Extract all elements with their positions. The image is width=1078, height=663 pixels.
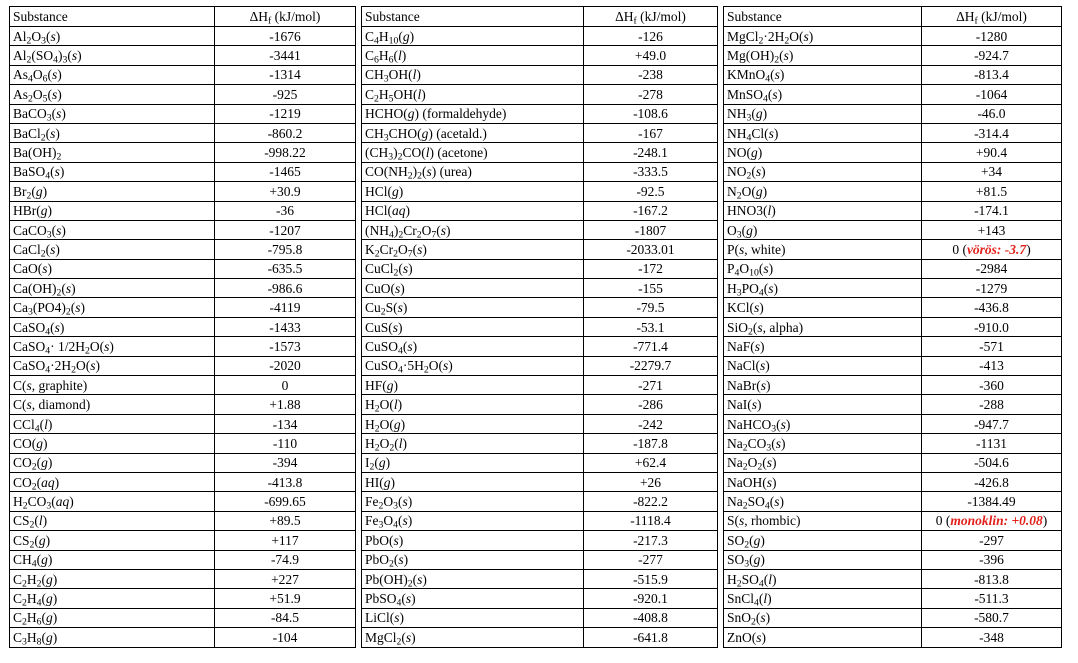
enthalpy-cell: 0 (monoklin: +0.08): [922, 511, 1062, 530]
enthalpy-cell: -394: [215, 453, 356, 472]
enthalpy-cell: -348: [922, 628, 1062, 647]
enthalpy-cell: -314.4: [922, 123, 1062, 142]
enthalpy-cell: -1280: [922, 27, 1062, 46]
enthalpy-cell: -920.1: [584, 589, 718, 608]
enthalpy-cell: -271: [584, 376, 718, 395]
enthalpy-cell: -813.8: [922, 569, 1062, 588]
substance-cell: $NO_2(s)$: [724, 162, 922, 181]
enthalpy-cell: -413: [922, 356, 1062, 375]
substance-cell: BaCO$_3$(s): [10, 104, 215, 123]
table-body: [10, 7, 1062, 648]
substance-cell: HF(g): [362, 376, 584, 395]
substance-cell: $C_2H_6(g)$: [10, 608, 215, 627]
substance-cell: NaHCO$_3$(s): [724, 414, 922, 433]
enthalpy-cell: -571: [922, 337, 1062, 356]
enthalpy-cell: -2033.01: [584, 240, 718, 259]
substance-cell: CO(g): [10, 434, 215, 453]
substance-cell: HCl(aq): [362, 201, 584, 220]
enthalpy-cell: -1465: [215, 162, 356, 181]
enthalpy-cell: -426.8: [922, 472, 1062, 491]
substance-cell: $C_2H_2(g)$: [10, 569, 215, 588]
table-row: [10, 259, 1062, 278]
header-enthalpy: $\Delta H_f$ (kJ/mol): [922, 7, 1062, 27]
enthalpy-cell: -155: [584, 279, 718, 298]
enthalpy-cell: -167.2: [584, 201, 718, 220]
substance-cell: $C_2H_4(g)$: [10, 589, 215, 608]
substance-cell: $H_2O_2(l)$: [362, 434, 584, 453]
table-row: [10, 395, 1062, 414]
substance-cell: MnSO$_4$(s): [724, 85, 922, 104]
table-row: [10, 201, 1062, 220]
substance-cell: $CH_4(g)$: [10, 550, 215, 569]
enthalpy-cell: +90.4: [922, 143, 1062, 162]
substance-cell: $CO_2(g)$: [10, 453, 215, 472]
substance-cell: $CO_2(aq)$: [10, 472, 215, 491]
substance-cell: $Mg(OH)_2(s)$: [724, 46, 922, 65]
table-row: [10, 104, 1062, 123]
enthalpy-cell: -187.8: [584, 434, 718, 453]
table-row: [10, 453, 1062, 472]
table-row: [10, 240, 1062, 259]
enthalpy-cell: -2984: [922, 259, 1062, 278]
enthalpy-cell: +30.9: [215, 182, 356, 201]
enthalpy-cell: +51.9: [215, 589, 356, 608]
substance-cell: $H_2CO_3(aq)$: [10, 492, 215, 511]
substance-cell: NO(g): [724, 143, 922, 162]
substance-cell: $Al_2(SO_4)_3(s)$: [10, 46, 215, 65]
substance-cell: P(s, white): [724, 240, 922, 259]
enthalpy-cell: -79.5: [584, 298, 718, 317]
table-row: [10, 46, 1062, 65]
table-row: [10, 182, 1062, 201]
table-row: [10, 85, 1062, 104]
header-substance: Substance: [362, 7, 584, 27]
enthalpy-cell: -167: [584, 123, 718, 142]
enthalpy-cell: -104: [215, 628, 356, 647]
substance-cell: C(s, graphite): [10, 376, 215, 395]
note-text: vörös: -3.7: [966, 241, 1027, 257]
enthalpy-cell: -3441: [215, 46, 356, 65]
substance-cell: MgCl$_2$(s): [362, 628, 584, 647]
substance-cell: CaCl$_2$(s): [10, 240, 215, 259]
substance-cell: $NH_3(g)$: [724, 104, 922, 123]
enthalpy-cell: -947.7: [922, 414, 1062, 433]
table-row: [10, 492, 1062, 511]
enthalpy-cell: -515.9: [584, 569, 718, 588]
substance-cell: LiCl(s): [362, 608, 584, 627]
enthalpy-cell: -998.22: [215, 143, 356, 162]
substance-cell: CCl$_4$(l): [10, 414, 215, 433]
enthalpy-cell: -278: [584, 85, 718, 104]
enthalpy-table: [9, 6, 1062, 648]
substance-cell: $C_2H_5OH(l)$: [362, 85, 584, 104]
enthalpy-cell: -986.6: [215, 279, 356, 298]
enthalpy-cell: -126: [584, 27, 718, 46]
enthalpy-cell: -771.4: [584, 337, 718, 356]
substance-cell: $K_2Cr_2O_7(s)$: [362, 240, 584, 259]
table-row: [10, 162, 1062, 181]
substance-cell: PbSO$_4$(s): [362, 589, 584, 608]
enthalpy-cell: -297: [922, 531, 1062, 550]
enthalpy-cell: -1064: [922, 85, 1062, 104]
enthalpy-cell: -822.2: [584, 492, 718, 511]
enthalpy-cell: -813.4: [922, 65, 1062, 84]
enthalpy-cell: -1118.4: [584, 511, 718, 530]
table-row: [10, 337, 1062, 356]
enthalpy-cell: -1131: [922, 434, 1062, 453]
substance-cell: $Na_2SO_4(s)$: [724, 492, 922, 511]
enthalpy-cell: +227: [215, 569, 356, 588]
header-enthalpy: $\Delta H_f$ (kJ/mol): [215, 7, 356, 27]
substance-cell: $P_4O_{10}(s)$: [724, 259, 922, 278]
enthalpy-cell: -248.1: [584, 143, 718, 162]
substance-cell: KCl(s): [724, 298, 922, 317]
enthalpy-cell: +62.4: [584, 453, 718, 472]
substance-cell: HNO3(l): [724, 201, 922, 220]
substance-cell: C(s, diamond): [10, 395, 215, 414]
substance-cell: SnCl$_4$(l): [724, 589, 922, 608]
substance-cell: CuSO$_4$(s): [362, 337, 584, 356]
substance-cell: $As_4O_6(s)$: [10, 65, 215, 84]
enthalpy-cell: -504.6: [922, 453, 1062, 472]
table-row: [10, 414, 1062, 433]
substance-cell: $CH_3CHO(g)$ (acetald.): [362, 123, 584, 142]
enthalpy-cell: -1207: [215, 220, 356, 239]
enthalpy-cell: +26: [584, 472, 718, 491]
substance-cell: $C_4H_{10}(g)$: [362, 27, 584, 46]
substance-cell: $Ba(OH)_2$: [10, 143, 215, 162]
enthalpy-cell: -174.1: [922, 201, 1062, 220]
substance-cell: $H_2SO_4(l)$: [724, 569, 922, 588]
substance-cell: CuS(s): [362, 317, 584, 336]
table-row: [10, 143, 1062, 162]
substance-cell: KMnO$_4$(s): [724, 65, 922, 84]
enthalpy-cell: -92.5: [584, 182, 718, 201]
substance-cell: HCl(g): [362, 182, 584, 201]
substance-cell: $C_3H_8(g)$: [10, 628, 215, 647]
substance-cell: $MgCl_2\cdot 2H_2O(s)$: [724, 27, 922, 46]
substance-cell: CuCl$_2$(s): [362, 259, 584, 278]
table-row: [10, 279, 1062, 298]
table-row: [10, 628, 1062, 647]
substance-cell: $Fe_3O_4(s)$: [362, 511, 584, 530]
table-row: [10, 608, 1062, 627]
substance-cell: $Na_2CO_3(s)$: [724, 434, 922, 453]
enthalpy-cell: -242: [584, 414, 718, 433]
enthalpy-cell: -925: [215, 85, 356, 104]
table-row: [10, 65, 1062, 84]
enthalpy-cell: -360: [922, 376, 1062, 395]
substance-cell: $(CH_3)_2CO(l)$ (acetone): [362, 143, 584, 162]
substance-cell: $CO(NH_2)_2(s)$ (urea): [362, 162, 584, 181]
substance-cell: $Al_2O_3(s)$: [10, 27, 215, 46]
header-substance: Substance: [724, 7, 922, 27]
substance-cell: NaCl(s): [724, 356, 922, 375]
enthalpy-cell: -288: [922, 395, 1062, 414]
enthalpy-cell: -699.65: [215, 492, 356, 511]
substance-cell: $O_3(g)$: [724, 220, 922, 239]
enthalpy-cell: -1573: [215, 337, 356, 356]
substance-cell: $CuSO_4\cdot 5H_2O(s)$: [362, 356, 584, 375]
enthalpy-cell: -635.5: [215, 259, 356, 278]
enthalpy-cell: -84.5: [215, 608, 356, 627]
enthalpy-cell: -436.8: [922, 298, 1062, 317]
enthalpy-cell: -1219: [215, 104, 356, 123]
substance-cell: $(NH_4)_2Cr_2O_7(s)$: [362, 220, 584, 239]
substance-cell: NaBr(s): [724, 376, 922, 395]
enthalpy-cell: -408.8: [584, 608, 718, 627]
enthalpy-cell: -286: [584, 395, 718, 414]
table-row: [10, 434, 1062, 453]
enthalpy-cell: -795.8: [215, 240, 356, 259]
enthalpy-cell: -1676: [215, 27, 356, 46]
enthalpy-cell: -1807: [584, 220, 718, 239]
substance-cell: HI(g): [362, 472, 584, 491]
enthalpy-cell: -277: [584, 550, 718, 569]
substance-cell: $H_2O(l)$: [362, 395, 584, 414]
substance-cell: $I_2(g)$: [362, 453, 584, 472]
substance-cell: NaOH(s): [724, 472, 922, 491]
header-row: [10, 7, 1062, 27]
enthalpy-cell: -74.9: [215, 550, 356, 569]
substance-cell: HBr(g): [10, 201, 215, 220]
enthalpy-cell: -1314: [215, 65, 356, 84]
substance-cell: $As_2O_5(s)$: [10, 85, 215, 104]
table-row: [10, 511, 1062, 530]
substance-cell: $NH_4Cl(s)$: [724, 123, 922, 142]
enthalpy-cell: -910.0: [922, 317, 1062, 336]
enthalpy-cell: -396: [922, 550, 1062, 569]
enthalpy-cell: -36: [215, 201, 356, 220]
table-row: [10, 27, 1062, 46]
table-row: [10, 298, 1062, 317]
substance-cell: $H_2O(g)$: [362, 414, 584, 433]
enthalpy-cell: +117: [215, 531, 356, 550]
substance-cell: $H_3PO_4(s)$: [724, 279, 922, 298]
substance-cell: $C_6H_6(l)$: [362, 46, 584, 65]
substance-cell: PbO$_2$(s): [362, 550, 584, 569]
substance-cell: CaCO$_3$(s): [10, 220, 215, 239]
enthalpy-cell: -217.3: [584, 531, 718, 550]
enthalpy-cell: -1384.49: [922, 492, 1062, 511]
substance-cell: SiO$_2$(s, alpha): [724, 317, 922, 336]
substance-cell: $CH_3OH(l)$: [362, 65, 584, 84]
enthalpy-cell: -238: [584, 65, 718, 84]
substance-cell: S(s, rhombic): [724, 511, 922, 530]
enthalpy-cell: -580.7: [922, 608, 1062, 627]
enthalpy-cell: -2279.7: [584, 356, 718, 375]
substance-cell: CaO(s): [10, 259, 215, 278]
substance-cell: CaSO$_4$· $1/2H_2O(s)$: [10, 337, 215, 356]
table-row: [10, 531, 1062, 550]
substance-cell: BaCl$_2$(s): [10, 123, 215, 142]
substance-cell: CuO(s): [362, 279, 584, 298]
enthalpy-cell: -2020: [215, 356, 356, 375]
enthalpy-cell: -110: [215, 434, 356, 453]
enthalpy-cell: +89.5: [215, 511, 356, 530]
enthalpy-cell: -4119: [215, 298, 356, 317]
enthalpy-cell: -641.8: [584, 628, 718, 647]
substance-cell: $Na_2O_2(s)$: [724, 453, 922, 472]
substance-cell: $CaSO_4\cdot 2H_2O(s)$: [10, 356, 215, 375]
substance-cell: $Fe_2O_3(s)$: [362, 492, 584, 511]
substance-cell: $CS_2(g)$: [10, 531, 215, 550]
enthalpy-cell: -860.2: [215, 123, 356, 142]
enthalpy-cell: -53.1: [584, 317, 718, 336]
enthalpy-cell: -1433: [215, 317, 356, 336]
enthalpy-cell: -172: [584, 259, 718, 278]
substance-cell: $Ca_3(PO4)_2(s)$: [10, 298, 215, 317]
enthalpy-cell: 0: [215, 376, 356, 395]
header-substance: Substance: [10, 7, 215, 27]
substance-cell: BaSO$_4$(s): [10, 162, 215, 181]
enthalpy-cell: -511.3: [922, 589, 1062, 608]
table-row: [10, 472, 1062, 491]
enthalpy-cell: +34: [922, 162, 1062, 181]
table-row: [10, 123, 1062, 142]
table-row: [10, 589, 1062, 608]
enthalpy-cell: -924.7: [922, 46, 1062, 65]
substance-cell: CaSO$_4$(s): [10, 317, 215, 336]
substance-cell: PbO(s): [362, 531, 584, 550]
substance-cell: $SO_3(g)$: [724, 550, 922, 569]
substance-cell: NaI(s): [724, 395, 922, 414]
enthalpy-cell: -108.6: [584, 104, 718, 123]
table-row: [10, 220, 1062, 239]
substance-cell: $SO_2(g)$: [724, 531, 922, 550]
enthalpy-cell: -413.8: [215, 472, 356, 491]
table-row: [10, 550, 1062, 569]
table-row: [10, 569, 1062, 588]
substance-cell: $Cu_2S(s)$: [362, 298, 584, 317]
substance-cell: $Br_2(g)$: [10, 182, 215, 201]
enthalpy-cell: +1.88: [215, 395, 356, 414]
substance-cell: ZnO(s): [724, 628, 922, 647]
note-text: monoklin: +0.08: [950, 513, 1043, 529]
enthalpy-cell: -1279: [922, 279, 1062, 298]
substance-cell: NaF(s): [724, 337, 922, 356]
table-row: [10, 376, 1062, 395]
enthalpy-cell: -46.0: [922, 104, 1062, 123]
substance-cell: $CS_2(l)$: [10, 511, 215, 530]
enthalpy-cell: 0 (vörös: -3.7): [922, 240, 1062, 259]
header-enthalpy: $\Delta H_f$ (kJ/mol): [584, 7, 718, 27]
enthalpy-cell: -134: [215, 414, 356, 433]
enthalpy-cell: +143: [922, 220, 1062, 239]
table-row: [10, 356, 1062, 375]
substance-cell: $Pb(OH)_2(s)$: [362, 569, 584, 588]
substance-cell: HCHO(g) (formaldehyde): [362, 104, 584, 123]
substance-cell: $N_2O(g)$: [724, 182, 922, 201]
enthalpy-cell: +49.0: [584, 46, 718, 65]
enthalpy-cell: +81.5: [922, 182, 1062, 201]
substance-cell: SnO$_2$(s): [724, 608, 922, 627]
substance-cell: $Ca(OH)_2(s)$: [10, 279, 215, 298]
enthalpy-cell: -333.5: [584, 162, 718, 181]
table-row: [10, 317, 1062, 336]
